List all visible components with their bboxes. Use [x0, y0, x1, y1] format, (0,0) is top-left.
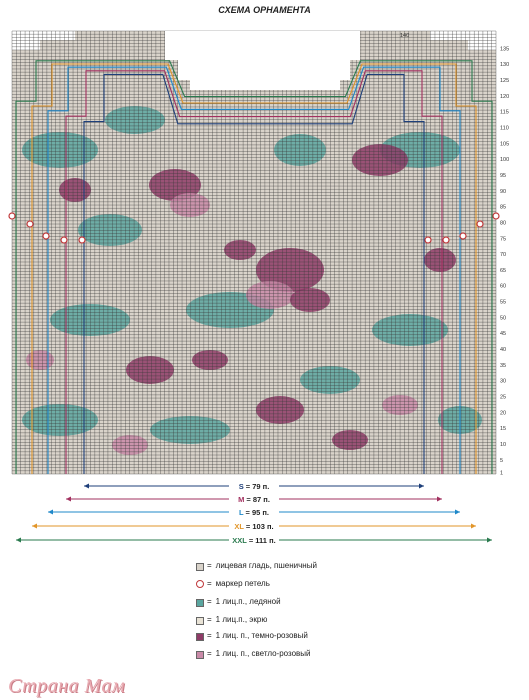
arrow-right-icon [487, 538, 492, 543]
size-dimension-xl [32, 520, 476, 531]
dark-pink-swatch-icon [196, 633, 204, 641]
size-dimension-xxl [16, 534, 492, 545]
chart-grid [12, 31, 496, 474]
legend-label-dark-pink: 1 лиц. п., темно-розовый [215, 631, 308, 640]
stitch-marker-icon [477, 221, 483, 227]
arrow-left-icon [16, 538, 21, 543]
legend-label-base: лицевая гладь, пшеничный [215, 561, 317, 570]
legend-eq: = [207, 561, 212, 570]
row-label: 115 [500, 109, 509, 116]
arrow-left-icon [66, 497, 71, 502]
row-label: 130 [500, 62, 510, 69]
legend-item-ice [196, 597, 281, 607]
legend-item-dark-pink [196, 631, 308, 641]
stitch-marker-icon [79, 237, 85, 243]
size-label: S = 79 п. [238, 482, 270, 491]
stitch-marker-icon [9, 213, 15, 219]
arrow-right-icon [419, 484, 424, 489]
row-label: 135 [500, 46, 510, 53]
arrow-right-icon [455, 510, 460, 515]
stitch-marker-icon [196, 580, 204, 588]
row-label: 40 [500, 347, 507, 354]
row-label: 10 [500, 441, 507, 448]
row-label: 105 [500, 141, 510, 148]
size-label: XXL = 111 п. [232, 536, 276, 545]
row-label: 55 [500, 299, 507, 306]
ornament-motif [300, 366, 360, 394]
row-label: 15 [500, 426, 507, 433]
row-label: 80 [500, 220, 507, 227]
size-label: L = 95 п. [238, 508, 270, 517]
row-label: 85 [500, 204, 507, 211]
ecru-swatch-icon [196, 617, 204, 625]
row-label: 120 [500, 93, 510, 100]
size-dimension-s [84, 480, 424, 491]
legend-item-marker [196, 579, 270, 589]
row-label: 100 [500, 157, 510, 164]
legend-item-light-pink [196, 649, 311, 659]
ornament-motif [78, 214, 142, 246]
base-swatch-icon [196, 563, 204, 571]
legend-eq: = [207, 615, 212, 624]
arrow-left-icon [48, 510, 53, 515]
legend-eq: = [207, 649, 212, 658]
row-label: 30 [500, 378, 507, 385]
row-label: 35 [500, 362, 507, 369]
ice-swatch-icon [196, 599, 204, 607]
arrow-left-icon [32, 524, 37, 529]
top-row-label: 140 [400, 33, 410, 39]
legend-label-light-pink: 1 лиц. п., светло-розовый [215, 649, 311, 658]
arrow-right-icon [437, 497, 442, 502]
stitch-marker-icon [27, 221, 33, 227]
stitch-marker-icon [443, 237, 449, 243]
ornament-motif [50, 304, 130, 336]
legend-eq: = [207, 631, 212, 640]
size-dimension-m [66, 493, 442, 504]
row-label: 5 [500, 457, 504, 464]
arrow-right-icon [471, 524, 476, 529]
ornament-motif [256, 396, 304, 424]
size-label: M = 87 п. [238, 495, 270, 504]
stitch-marker-icon [425, 237, 431, 243]
stitch-marker-icon [460, 233, 466, 239]
legend-item-ecru [196, 615, 267, 625]
chart-title: СХЕМА ОРНАМЕНТА [218, 5, 311, 15]
row-label: 1 [500, 470, 504, 477]
row-label: 70 [500, 252, 507, 259]
row-label: 45 [500, 331, 507, 338]
row-label: 60 [500, 283, 507, 290]
size-label: XL = 103 п. [234, 522, 274, 531]
ornament-motif [274, 134, 326, 166]
legend-eq: = [207, 597, 212, 606]
legend-label-ice: 1 лиц.п., ледяной [215, 597, 281, 606]
row-labels [500, 46, 509, 476]
row-label: 125 [500, 78, 510, 85]
size-dimension-l [48, 506, 460, 517]
arrow-left-icon [84, 484, 89, 489]
ornament-motif [352, 144, 408, 176]
neckline-cutout-overlay [165, 31, 360, 90]
row-label: 25 [500, 394, 507, 401]
row-label: 110 [500, 125, 509, 132]
stitch-marker-icon [43, 233, 49, 239]
row-label: 90 [500, 188, 507, 195]
row-label: 95 [500, 172, 507, 179]
legend-label-marker: маркер петель [215, 579, 270, 588]
stitch-marker-icon [61, 237, 67, 243]
stitch-marker-icon [493, 213, 499, 219]
site-watermark: Страна Мам [8, 675, 126, 697]
legend-label-ecru: 1 лиц.п., экрю [215, 615, 268, 624]
legend-item-base [196, 561, 336, 571]
row-label: 20 [500, 410, 507, 417]
legend-eq: = [207, 579, 212, 588]
row-label: 50 [500, 315, 507, 322]
light-pink-swatch-icon [196, 651, 204, 659]
row-label: 65 [500, 267, 507, 274]
row-label: 75 [500, 236, 507, 243]
